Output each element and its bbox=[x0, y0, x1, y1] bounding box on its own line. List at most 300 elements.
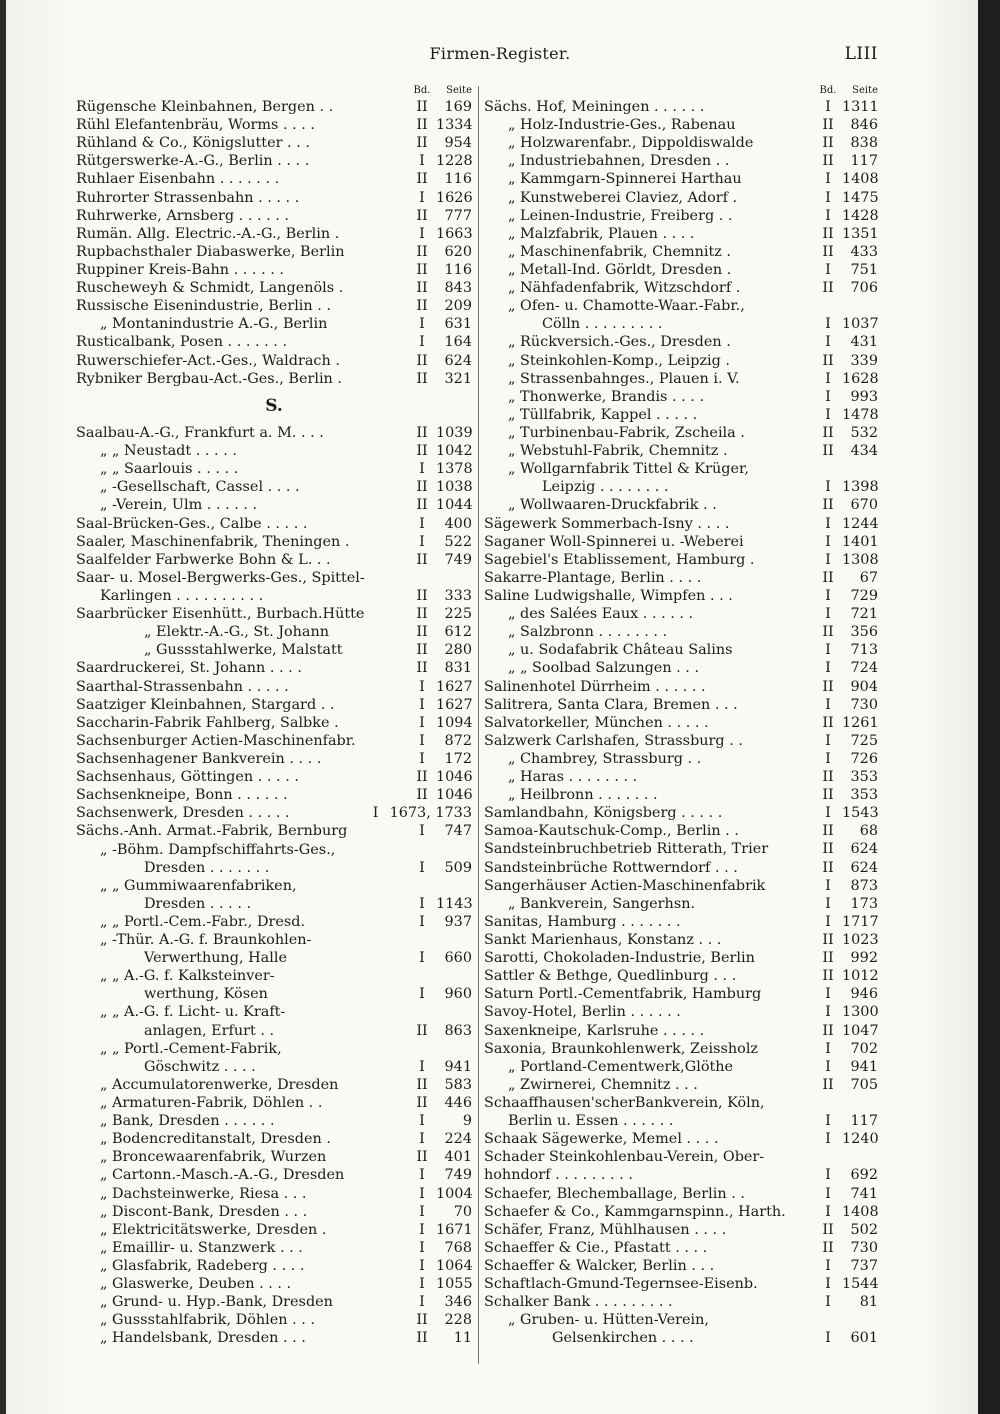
entry-volume: II bbox=[416, 261, 428, 278]
entry-page: 1094 bbox=[436, 714, 473, 731]
entry-name: Salitrera, Santa Clara, Bremen . . . bbox=[484, 696, 738, 713]
entry-page: 838 bbox=[850, 135, 878, 152]
register-entry bbox=[484, 931, 878, 949]
register-entry bbox=[76, 1148, 472, 1166]
entry-name: Schader Steinkohlenbau-Verein, Ober- bbox=[484, 1149, 765, 1166]
entry-page: 1023 bbox=[842, 932, 879, 949]
entry-volume: II bbox=[822, 497, 834, 514]
entry-volume: I bbox=[825, 1258, 831, 1274]
register-entry bbox=[484, 750, 878, 768]
register-entry bbox=[484, 895, 878, 913]
register-entry bbox=[484, 297, 878, 315]
entry-page: 116 bbox=[444, 261, 472, 278]
register-entry bbox=[484, 279, 878, 297]
register-entry bbox=[76, 315, 472, 333]
register-entry bbox=[76, 533, 472, 551]
entry-name: „ Portland-Cementwerk,Glöthe bbox=[508, 1058, 734, 1075]
entry-page: 502 bbox=[850, 1221, 878, 1238]
entry-name: Dresden . . . . . bbox=[144, 895, 252, 912]
entry-page: 1671 bbox=[436, 1221, 473, 1238]
register-entry bbox=[484, 551, 878, 569]
entry-volume: II bbox=[822, 243, 834, 260]
entry-page: 433 bbox=[850, 243, 878, 260]
entry-volume: I bbox=[825, 660, 831, 677]
entry-volume: I bbox=[419, 678, 425, 695]
entry-volume: I bbox=[419, 316, 425, 333]
register-entry bbox=[76, 1275, 472, 1293]
entry-name: „ Ofen- u. Chamotte-Waar.-Fabr., bbox=[508, 298, 745, 315]
entry-page: 228 bbox=[444, 1312, 472, 1329]
entry-volume: I bbox=[419, 1239, 425, 1256]
entry-volume: II bbox=[416, 135, 428, 152]
entry-page: 401 bbox=[444, 1149, 472, 1166]
entry-page: 225 bbox=[444, 606, 472, 623]
entry-volume: II bbox=[416, 497, 428, 514]
entry-volume: I bbox=[419, 1058, 425, 1075]
entry-volume: II bbox=[822, 968, 834, 985]
entry-volume: I bbox=[825, 877, 831, 894]
register-entry bbox=[484, 189, 878, 207]
entry-volume: II bbox=[416, 243, 428, 260]
entry-page: 116 bbox=[444, 171, 472, 188]
entry-volume: I bbox=[825, 732, 831, 749]
left-column-header bbox=[76, 84, 472, 98]
entry-name: Saline Ludwigshalle, Wimpfen . . . bbox=[484, 587, 733, 604]
entry-name: Russische Eisenindustrie, Berlin . . bbox=[76, 298, 331, 315]
register-entry bbox=[76, 623, 472, 641]
register-entry bbox=[76, 333, 472, 351]
entry-page: 729 bbox=[850, 587, 878, 604]
entry-page: 1064 bbox=[436, 1258, 473, 1275]
entry-name: „ Emaillir- u. Stanzwerk . . . bbox=[100, 1239, 303, 1256]
register-entry bbox=[484, 641, 878, 659]
entry-volume: I bbox=[419, 986, 425, 1003]
register-entry bbox=[76, 1166, 472, 1184]
entry-page: 937 bbox=[444, 913, 472, 930]
entry-page: 173 bbox=[850, 895, 878, 912]
entry-page: 1544 bbox=[842, 1276, 879, 1293]
entry-volume: II bbox=[416, 207, 428, 224]
entry-name: hohndorf . . . . . . . . . bbox=[484, 1167, 633, 1184]
entry-volume: II bbox=[416, 660, 428, 677]
entry-volume: II bbox=[822, 1221, 834, 1238]
register-entry bbox=[76, 587, 472, 605]
register-entry bbox=[76, 569, 472, 587]
entry-name: Ruhrwerke, Arnsberg . . . . . . bbox=[76, 207, 289, 224]
entry-name: „ -Böhm. Dampfschiffahrts-Ges., bbox=[100, 841, 336, 858]
entry-name: Rumän. Allg. Electric.-A.-G., Berlin . bbox=[76, 225, 340, 242]
entry-volume: I bbox=[825, 316, 831, 333]
register-entry bbox=[484, 1148, 878, 1166]
entry-page: 224 bbox=[444, 1131, 472, 1148]
register-entry bbox=[76, 804, 472, 822]
register-entry bbox=[484, 859, 878, 877]
entry-name: „ Armaturen-Fabrik, Döhlen . . bbox=[100, 1095, 323, 1112]
entry-name: Sachsenkneipe, Bonn . . . . . . bbox=[76, 787, 288, 804]
entry-name: Sächs.-Anh. Armat.-Fabrik, Bernburg bbox=[76, 823, 348, 840]
entry-name: Saarbrücker Eisenhütt., Burbach.Hütte bbox=[76, 606, 365, 623]
entry-name: „ Elektricitätswerke, Dresden . bbox=[100, 1221, 327, 1238]
entry-page: 532 bbox=[850, 424, 878, 441]
entry-volume: II bbox=[416, 1312, 428, 1329]
entry-volume: I bbox=[419, 696, 425, 713]
entry-page: 1308 bbox=[842, 551, 879, 568]
scan-edge-left bbox=[0, 0, 6, 1414]
entry-page: 946 bbox=[850, 986, 878, 1003]
entry-page: 1378 bbox=[436, 461, 473, 478]
entry-name: „ Holz-Industrie-Ges., Rabenau bbox=[508, 117, 736, 134]
entry-name: Saardruckerei, St. Johann . . . . bbox=[76, 660, 302, 677]
register-entry bbox=[76, 1185, 472, 1203]
register-entry bbox=[76, 1221, 472, 1239]
register-entry bbox=[484, 1329, 878, 1347]
entry-volume: I bbox=[419, 153, 425, 170]
register-entry bbox=[484, 1203, 878, 1221]
entry-name: Sangerhäuser Actien-Maschinenfabrik bbox=[484, 877, 766, 894]
entry-name: Sägewerk Sommerbach-Isny . . . . bbox=[484, 515, 730, 532]
entry-name: Saxonia, Braunkohlenwerk, Zeissholz bbox=[484, 1040, 759, 1057]
register-entry bbox=[76, 985, 472, 1003]
entry-name: „ Kunstweberei Claviez, Adorf . bbox=[508, 189, 738, 206]
register-entry bbox=[76, 967, 472, 985]
entry-name: Saalbau-A.-G., Frankfurt a. M. . . . bbox=[76, 424, 324, 441]
entry-volume: I bbox=[825, 1167, 831, 1184]
entry-page: 321 bbox=[444, 370, 472, 387]
entry-volume: I bbox=[825, 370, 831, 387]
entry-page: 446 bbox=[444, 1095, 472, 1112]
entry-name: „ Handelsbank, Dresden . . . bbox=[100, 1330, 306, 1347]
register-entry bbox=[484, 1185, 878, 1203]
entry-name: „ Chambrey, Strassburg . . bbox=[508, 750, 702, 767]
entry-page: 1398 bbox=[842, 479, 879, 496]
entry-volume: II bbox=[416, 587, 428, 604]
register-entry bbox=[484, 1130, 878, 1148]
register-entry bbox=[76, 134, 472, 152]
entry-page: 660 bbox=[444, 950, 472, 967]
left-column bbox=[76, 84, 472, 1348]
entry-name: Sachsenwerk, Dresden . . . . . bbox=[76, 805, 290, 822]
scan-edge-right bbox=[978, 0, 1000, 1414]
entry-page: 749 bbox=[444, 1167, 472, 1184]
entry-name: „ Maschinenfabrik, Chemnitz . bbox=[508, 243, 732, 260]
register-entry bbox=[484, 496, 878, 514]
register-entry bbox=[484, 333, 878, 351]
register-entry bbox=[484, 678, 878, 696]
entry-page: 1039 bbox=[436, 424, 473, 441]
register-entry bbox=[76, 641, 472, 659]
entry-name: Gelsenkirchen . . . . bbox=[552, 1330, 694, 1347]
entry-name: „ Cartonn.-Masch.-A.-G., Dresden bbox=[100, 1167, 345, 1184]
entry-name: „ Thonwerke, Brandis . . . . bbox=[508, 388, 705, 405]
register-entry bbox=[76, 207, 472, 225]
entry-name: „ Kammgarn-Spinnerei Harthau bbox=[508, 171, 742, 188]
entry-page: 992 bbox=[850, 950, 878, 967]
entry-page: 1408 bbox=[842, 1203, 879, 1220]
entry-volume: II bbox=[822, 678, 834, 695]
register-entry bbox=[76, 460, 472, 478]
entry-page: 620 bbox=[444, 243, 472, 260]
entry-volume: II bbox=[822, 787, 834, 804]
entry-name: Ruhlaer Eisenbahn . . . . . . . bbox=[76, 171, 280, 188]
entry-page: 172 bbox=[444, 750, 472, 767]
register-entry bbox=[76, 1112, 472, 1130]
entry-name: Ruscheweyh & Schmidt, Langenöls . bbox=[76, 280, 344, 297]
entry-volume: I bbox=[825, 171, 831, 188]
entry-name: „ „ Neustadt . . . . . bbox=[100, 443, 237, 460]
register-entry bbox=[76, 913, 472, 931]
entry-name: Rusticalbank, Posen . . . . . . . bbox=[76, 334, 288, 351]
entry-page: 631 bbox=[444, 316, 472, 333]
entry-volume: I bbox=[419, 1131, 425, 1148]
entry-volume: I bbox=[419, 189, 425, 206]
register-entry bbox=[484, 170, 878, 188]
register-entry bbox=[76, 859, 472, 877]
entry-page: 1663 bbox=[436, 225, 473, 242]
register-entry bbox=[76, 170, 472, 188]
register-entry bbox=[76, 1293, 472, 1311]
entry-name: „ Wollwaaren-Druckfabrik . . bbox=[508, 497, 717, 514]
entry-name: Sagebiel's Etablissement, Hamburg . bbox=[484, 551, 755, 568]
register-entry bbox=[76, 261, 472, 279]
entry-page: 67 bbox=[859, 569, 878, 586]
entry-page: 1046 bbox=[436, 769, 473, 786]
entry-volume: II bbox=[822, 225, 834, 242]
entry-page: 1401 bbox=[842, 533, 879, 550]
entry-volume: II bbox=[416, 1076, 428, 1093]
entry-name: „ Bankverein, Sangerhsn. bbox=[508, 895, 696, 912]
entry-volume: I bbox=[825, 189, 831, 206]
entry-name: „ Broncewaarenfabrik, Wurzen bbox=[100, 1149, 327, 1166]
entry-volume: I bbox=[825, 1058, 831, 1075]
register-entry bbox=[484, 1166, 878, 1184]
register-entry bbox=[484, 98, 878, 116]
register-entry bbox=[76, 605, 472, 623]
entry-page: 164 bbox=[444, 334, 472, 351]
register-entry bbox=[484, 370, 878, 388]
entry-page: 843 bbox=[444, 280, 472, 297]
entry-name: „ Salzbronn . . . . . . . . bbox=[508, 624, 668, 641]
entry-name: Saganer Woll-Spinnerei u. -Weberei bbox=[484, 533, 744, 550]
entry-name: Saar- u. Mosel-Bergwerks-Ges., Spittel- bbox=[76, 569, 365, 586]
register-entry bbox=[484, 913, 878, 931]
register-entry bbox=[484, 768, 878, 786]
entry-page: 904 bbox=[850, 678, 878, 695]
entry-volume: I bbox=[825, 805, 831, 822]
entry-volume: II bbox=[822, 1022, 834, 1039]
entry-page: 339 bbox=[850, 352, 878, 369]
entry-volume: II bbox=[416, 1149, 428, 1166]
register-entry bbox=[76, 678, 472, 696]
entry-name: Salzwerk Carlshafen, Strassburg . . bbox=[484, 732, 743, 749]
entry-volume: I bbox=[419, 461, 425, 478]
entry-page: 863 bbox=[444, 1022, 472, 1039]
right-entries bbox=[484, 98, 878, 1348]
entry-page: 353 bbox=[850, 769, 878, 786]
entry-name: „ „ A.-G. f. Licht- u. Kraft- bbox=[100, 1004, 286, 1021]
entry-name: Göschwitz . . . . bbox=[144, 1058, 256, 1075]
entry-volume: II bbox=[822, 823, 834, 840]
entry-page: 117 bbox=[850, 153, 878, 170]
entry-volume: I bbox=[419, 1113, 425, 1130]
entry-page: 941 bbox=[444, 1058, 472, 1075]
entry-volume: II bbox=[822, 443, 834, 460]
register-entry bbox=[484, 533, 878, 551]
register-entry bbox=[484, 1221, 878, 1239]
register-entry bbox=[76, 1311, 472, 1329]
register-entry bbox=[484, 225, 878, 243]
entry-name: Sandsteinbrüche Rottwerndorf . . . bbox=[484, 859, 738, 876]
entry-name: „ Glasfabrik, Radeberg . . . . bbox=[100, 1258, 305, 1275]
entry-volume: II bbox=[822, 714, 834, 731]
register-entry bbox=[76, 279, 472, 297]
register-entry bbox=[76, 822, 472, 840]
entry-volume: II bbox=[822, 153, 834, 170]
entry-name: Rügensche Kleinbahnen, Bergen . . bbox=[76, 99, 334, 115]
entry-page: 209 bbox=[444, 298, 472, 315]
right-column bbox=[484, 84, 878, 1348]
entry-name: „ Gussstahlfabrik, Döhlen . . . bbox=[100, 1312, 315, 1329]
left-entries bbox=[76, 98, 472, 1348]
entry-name: „ Malzfabrik, Plauen . . . . bbox=[508, 225, 695, 242]
entry-volume: II bbox=[416, 99, 428, 115]
entry-name: „ Gussstahlwerke, Malstatt bbox=[144, 642, 343, 659]
register-entry bbox=[76, 1076, 472, 1094]
entry-page: 831 bbox=[444, 660, 472, 677]
entry-name: Schaefer & Co., Kammgarnspinn., Harth. bbox=[484, 1203, 786, 1220]
register-entry bbox=[76, 496, 472, 514]
entry-page: 692 bbox=[850, 1167, 878, 1184]
register-entry bbox=[76, 1130, 472, 1148]
entry-volume: I bbox=[825, 1113, 831, 1130]
entry-volume: I bbox=[825, 1040, 831, 1057]
entry-name: „ Wollgarnfabrik Tittel & Krüger, bbox=[508, 461, 749, 478]
entry-volume: II bbox=[822, 1239, 834, 1256]
entry-page: 1047 bbox=[842, 1022, 879, 1039]
entry-page: 960 bbox=[444, 986, 472, 1003]
register-entry bbox=[76, 442, 472, 460]
entry-volume: I bbox=[825, 515, 831, 532]
entry-page: 434 bbox=[850, 443, 878, 460]
entry-page: 993 bbox=[850, 388, 878, 405]
entry-name: „ Leinen-Industrie, Freiberg . . bbox=[508, 207, 733, 224]
register-entry bbox=[484, 822, 878, 840]
entry-page: 1012 bbox=[842, 968, 879, 985]
entry-name: „ des Salées Eaux . . . . . . bbox=[508, 606, 694, 623]
entry-page: 400 bbox=[444, 515, 472, 532]
entry-name: Rühl Elefantenbräu, Worms . . . . bbox=[76, 117, 315, 134]
entry-page: 1475 bbox=[842, 189, 879, 206]
entry-page: 1627 bbox=[436, 696, 473, 713]
entry-name: Cölln . . . . . . . . . bbox=[542, 316, 663, 333]
register-entry bbox=[484, 623, 878, 641]
register-entry bbox=[484, 1003, 878, 1021]
entry-page: 9 bbox=[462, 1113, 472, 1130]
register-entry bbox=[484, 1275, 878, 1293]
entry-page: 356 bbox=[850, 624, 878, 641]
register-entry bbox=[76, 714, 472, 732]
entry-name: Schaftlach-Gmund-Tegernsee-Eisenb. bbox=[484, 1276, 758, 1293]
column-divider bbox=[478, 86, 479, 1364]
entry-name: Saalfelder Farbwerke Bohn & L. . . bbox=[76, 551, 331, 568]
entry-volume: II bbox=[416, 787, 428, 804]
register-entry bbox=[484, 804, 878, 822]
entry-page: 1408 bbox=[842, 171, 879, 188]
entry-page: 509 bbox=[444, 859, 472, 876]
entry-volume: I bbox=[419, 1294, 425, 1311]
entry-name: „ Webstuhl-Fabrik, Chemnitz . bbox=[508, 443, 728, 460]
entry-name: „ Montanindustrie A.-G., Berlin bbox=[100, 316, 328, 333]
entry-page: 872 bbox=[444, 732, 472, 749]
entry-volume: II bbox=[822, 424, 834, 441]
entry-page: 1543 bbox=[842, 805, 879, 822]
entry-page: 1478 bbox=[842, 406, 879, 423]
entry-name: Rühland & Co., Königslutter . . . bbox=[76, 135, 310, 152]
entry-page: 353 bbox=[850, 787, 878, 804]
entry-name: Karlingen . . . . . . . . . . bbox=[100, 587, 264, 604]
entry-volume: II bbox=[416, 298, 428, 315]
register-entry bbox=[484, 1239, 878, 1257]
register-entry bbox=[76, 424, 472, 442]
entry-page: 1244 bbox=[842, 515, 879, 532]
entry-volume: I bbox=[419, 515, 425, 532]
register-entry bbox=[76, 551, 472, 569]
entry-name: Leipzig . . . . . . . . bbox=[542, 479, 669, 496]
entry-name: „ Accumulatorenwerke, Dresden bbox=[100, 1076, 339, 1093]
entry-volume: I bbox=[825, 986, 831, 1003]
entry-volume: I bbox=[419, 334, 425, 351]
entry-name: „ „ Portl.-Cement-Fabrik, bbox=[100, 1040, 282, 1057]
entry-page: 624 bbox=[850, 841, 878, 858]
entry-name: werthung, Kösen bbox=[144, 986, 268, 1003]
register-entry bbox=[484, 1094, 878, 1112]
entry-name: „ Bodencreditanstalt, Dresden . bbox=[100, 1131, 331, 1148]
register-entry bbox=[484, 1112, 878, 1130]
register-entry bbox=[76, 841, 472, 859]
entry-name: Schaak Sägewerke, Memel . . . . bbox=[484, 1131, 719, 1148]
entry-name: Rybniker Bergbau-Act.-Ges., Berlin . bbox=[76, 370, 342, 387]
register-entry bbox=[76, 98, 472, 116]
register-entry bbox=[484, 1022, 878, 1040]
entry-name: Sachsenhagener Bankverein . . . . bbox=[76, 750, 322, 767]
entry-volume: II bbox=[416, 479, 428, 496]
entry-page: 749 bbox=[444, 551, 472, 568]
right-column-header bbox=[484, 84, 878, 98]
entry-name: Savoy-Hotel, Berlin . . . . . . bbox=[484, 1004, 681, 1021]
entry-name: Berlin u. Essen . . . . . . bbox=[508, 1113, 674, 1130]
entry-page: 706 bbox=[850, 280, 878, 297]
entry-volume: II bbox=[416, 624, 428, 641]
entry-name: Saxenkneipe, Karlsruhe . . . . . bbox=[484, 1022, 705, 1039]
entry-volume: II bbox=[822, 841, 834, 858]
register-entry bbox=[484, 1040, 878, 1058]
entry-volume: I bbox=[419, 1276, 425, 1293]
register-entry bbox=[484, 696, 878, 714]
page-header: Seite bbox=[852, 85, 878, 96]
entry-name: Rütgerswerke-A.-G., Berlin . . . . bbox=[76, 153, 310, 170]
entry-volume: I bbox=[419, 1221, 425, 1238]
register-entry bbox=[484, 134, 878, 152]
entry-volume: I bbox=[825, 642, 831, 659]
entry-volume: I bbox=[825, 99, 831, 115]
entry-volume: II bbox=[822, 352, 834, 369]
entry-volume: I bbox=[825, 1203, 831, 1220]
entry-volume: I bbox=[825, 587, 831, 604]
entry-volume: I bbox=[825, 261, 831, 278]
register-entry bbox=[76, 1257, 472, 1275]
entry-volume: II bbox=[822, 569, 834, 586]
entry-name: „ Steinkohlen-Komp., Leipzig . bbox=[508, 352, 731, 369]
entry-name: Sakarre-Plantage, Berlin . . . . bbox=[484, 569, 702, 586]
